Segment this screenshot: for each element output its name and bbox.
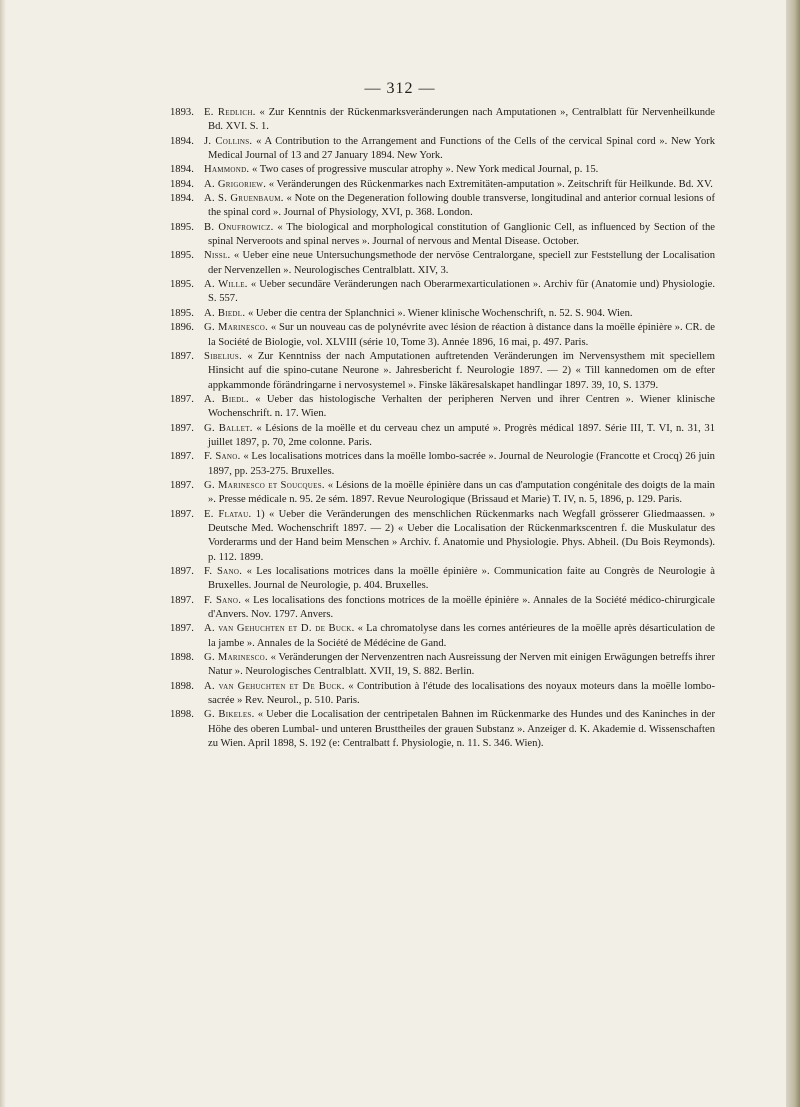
reference-year: 1897. [170,623,194,635]
reference-text: « Ueber die Localisation der centripetalen Bahnen im Rückenmarke des Hundes und des Kaninches in der Höhe des oberen Lumbal- und unteren Brusttheiles der grauen Substanz ». Anzeiger d. K. Akademie d. Wissenschaften zu Wien. April 1898, S. 192 (e: Centralbatt f. Physiologie, n. 11. S. 346. Wien). [208,709,715,750]
reference-author: E. Flatau. [204,508,252,520]
reference-text: « Lésions de la moëlle épinière dans un cas d'amputation congénitale des doigts de la main ». Presse médicale n. 95. 2e sém. 1897. Revue Neurologique (Brissaud et Marie) T. IV, n. 5, 1896, p. 129. Paris. [208,479,715,506]
reference-year: 1897. [170,422,194,434]
reference-entry [170,622,715,651]
reference-entry [170,594,715,623]
reference-author: J. Collins. [204,135,253,147]
reference-entry [170,680,715,709]
reference-text: « Ueber eine neue Untersuchungsmethode der nervöse Centralorgane, speciell zur Feststellung der Localisation der Nervenzellen ». Neurologisches Centralblatt. XIV, 3. [208,250,715,276]
reference-year: 1895. [170,279,194,291]
reference-entry [170,479,715,508]
reference-text: « Zur Kenntniss der nach Amputationen auftretenden Veränderungen im Nervensysthem mit speciellem Hinsicht auf die spino-cutane Neurone ». Jahresbericht f. Neurologie 1897. — 2) « Till kannedomen om de efter appkammonde förändringarne i nervosystemel ». Finske läkäresalskapet handlingar 1897. 39, 10, S. 1379. [208,350,715,391]
reference-entry [170,565,715,594]
reference-author: A. Wille. [204,279,248,291]
reference-entry [170,651,715,680]
reference-text: « Ueber die centra der Splanchnici ». Wiener klinische Wochenschrift, n. 52. S. 904. Wien. [247,307,633,319]
reference-year: 1897. [170,594,194,606]
reference-text: « Sur un nouveau cas de polynévrite avec lésion de réaction à distance dans la moëlle épinière ». CR. de la Société de Biologie, vol. XLVIII (série 10, Tome 3). Année 1896, 16 mai, p. 497. Paris. [208,322,715,348]
page-edge-shadow [786,0,800,1107]
reference-year: 1895. [170,307,194,319]
reference-entry [170,321,715,350]
reference-year: 1897. [170,350,194,362]
reference-author: G. Marinesco. [204,322,269,334]
reference-year: 1897. [170,451,194,463]
reference-year: 1895. [170,250,194,262]
reference-year: 1894. [170,193,194,205]
reference-author: F. Sano. [204,566,243,577]
page-number: — 312 — [364,80,436,97]
reference-author: F. Sano. [204,451,241,463]
reference-year: 1897. [170,479,194,491]
reference-year: 1894. [170,164,194,176]
reference-author: A. S. Gruenbaum. [204,193,284,205]
reference-author: A. Biedl. [204,393,249,405]
reference-text: « Les localisations des fonctions motrices de la moëlle épinière ». Annales de la Société médico-chirurgicale d'Anvers. Nov. 1797. Anvers. [208,594,715,621]
reference-author: E. Redlich. [204,107,256,118]
reference-year: 1897. [170,508,194,520]
reference-author: G. Marinesco. [204,652,268,664]
reference-entry [170,307,715,321]
reference-author: Nissl. [204,250,231,262]
reference-year: 1897. [170,393,194,405]
reference-author: F. Sano. [204,594,242,606]
reference-entry [170,450,715,479]
reference-text: « Veränderungen des Rückenmarkes nach Extremitäten-amputation ». Zeitschrift für Heilkunde. Bd. XV. [268,178,713,190]
reference-entry [170,249,715,278]
reference-year: 1898. [170,709,194,721]
reference-year: 1896. [170,322,194,334]
reference-year: 1898. [170,680,194,692]
reference-entry [170,393,715,422]
reference-text: « Note on the Degeneration following double transverse, longitudinal and anterior cornual lesions of the spinal cord ». Journal of Physiology, XVI, p. 368. London. [208,193,715,219]
reference-entry [170,508,715,565]
reference-entry [170,278,715,307]
reference-author: Sibelius. [204,350,243,362]
reference-text: « Ueber das histologische Verhalten der peripheren Nerven und ihrer Centren ». Wiener klinische Wochenschrift. n. 17. Wien. [208,393,715,420]
reference-text: « Ueber secundäre Veränderungen nach Oberarmexarticulationen ». Archiv für (Anatomie und) Physiologie. S. 557. [208,279,715,305]
reference-author: G. Bikeles. [204,709,255,721]
reference-author: A. van Gehuchten et D. de Buck. [204,623,355,635]
reference-text: « Contribution à l'étude des localisations des noyaux moteurs dans la moëlle lombo-sacrée » Rev. Neurol., p. 510. Paris. [208,680,716,707]
reference-author: G. Ballet. [204,422,253,434]
reference-list [170,106,715,751]
reference-author: A. Grigoriew. [204,178,267,190]
reference-entry [170,708,715,751]
reference-text: « Veränderungen der Nervenzentren nach Ausreissung der Nerven mit einigen Erwägungen betreffs ihrer Natur ». Neurologisches Centralblatt. XVII, 19, S. 882. Berlin. [208,652,715,678]
page-left-shadow [0,0,6,1107]
reference-entry [170,135,715,164]
reference-year: 1898. [170,652,194,664]
reference-year: 1893. [170,107,194,118]
reference-author: A. Biedl. [204,307,246,319]
reference-year: 1895. [170,221,194,233]
reference-text: « Zur Kenntnis der Rückenmarksveränderungen nach Amputationen », Centralblatt für Nervenheilkunde Bd. XVI. S. 1. [208,107,715,133]
reference-text: « Two cases of progressive muscular atrophy ». New York medical Journal, p. 15. [252,164,599,176]
reference-text: « Les localisations motrices dans la moëlle lombo-sacrée ». Journal de Neurologie (Francotte et Crocq) 26 juin 1897, pp. 253-275. Bruxelles. [208,451,715,477]
reference-author: A. van Gehuchten et De Buck. [204,680,345,692]
reference-text: « A Contribution to the Arrangement and Functions of the Cells of the cervical Spinal cord ». New York Medical Journal of 13 and 27 January 1894. New York. [208,135,715,162]
reference-entry [170,422,715,451]
reference-author: B. Onufrowicz. [204,221,274,233]
reference-year: 1894. [170,178,194,190]
reference-text: 1) « Ueber die Veränderungen des menschlichen Rückenmarks nach Wegfall grösserer Gliedmaassen. » Deutsche Med. Wochenschrift 1897. — 2) « Ueber die Localisation der Rückenmarkscentren f. die Muskulatur des Vorderarms und der Hand beim Menschen » Archiv. f. Anatomie und Physiologie. Phys. Abheil. (Du Bois Reymonds). p. 112. 1899. [208,508,715,563]
reference-text: « The biological and morphological constitution of Ganglionic Cell, as influenced by Section of the spinal Nerveroots and spinal nerves ». Journal of nervous and Mental Disease. October. [208,221,715,248]
reference-text: « Lésions de la moëlle et du cerveau chez un amputé ». Progrès médical 1897. Série III, T. VI, n. 31, 31 juillet 1897, p. 70, 2me colonne. Paris. [208,422,715,448]
reference-text: « La chromatolyse dans les cornes antérieures de la moëlle après désarticulation de la jambe ». Annales de la Société de Médécine de Gand. [208,623,715,649]
reference-author: G. Marinesco et Soucques. [204,479,325,491]
reference-entry [170,221,715,250]
reference-year: 1894. [170,135,194,147]
reference-entry [170,192,715,221]
reference-author: Hammond. [204,164,250,176]
reference-entry [170,178,715,192]
reference-entry [170,350,715,393]
reference-entry [170,163,715,177]
reference-text: « Les localisations motrices dans la moëlle épinière ». Communication faite au Congrès de Neurologie à Bruxelles. Journal de Neurologie, p. 404. Bruxelles. [208,566,715,592]
reference-entry [170,106,715,135]
reference-year: 1897. [170,566,194,577]
